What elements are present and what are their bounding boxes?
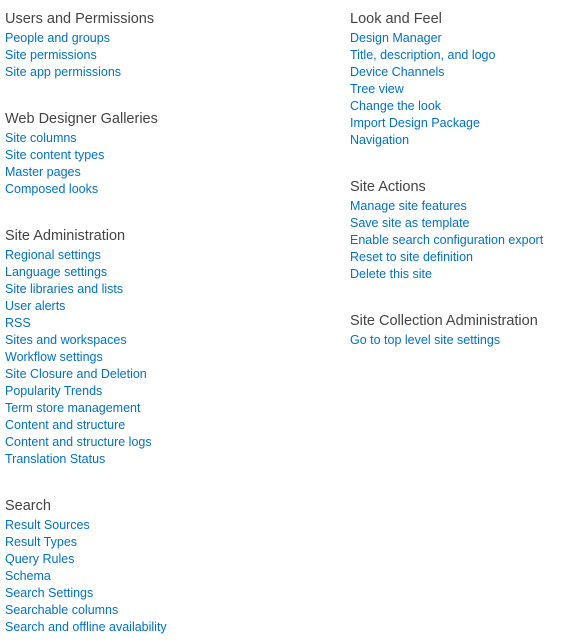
link-user-alerts[interactable]: User alerts [5,299,66,313]
link-result-sources[interactable]: Result Sources [5,518,90,532]
section-title-site-actions: Site Actions [350,179,426,195]
section-spacer [350,282,570,312]
section-site-administration [5,227,335,467]
section-title-site-collection-administration: Site Collection Administration [350,313,538,329]
link-site-closure-and-deletion[interactable]: Site Closure and Deletion [5,367,147,381]
link-change-the-look[interactable]: Change the look [350,99,442,113]
link-list-site-administration [5,246,335,467]
section-web-designer-galleries [5,110,335,197]
link-rss[interactable]: RSS [5,316,31,330]
link-site-columns[interactable]: Site columns [5,131,77,145]
link-search-and-offline-availability[interactable]: Search and offline availability [5,620,167,634]
section-spacer [5,80,335,110]
link-people-and-groups[interactable]: People and groups [5,31,110,45]
section-look-and-feel [350,10,570,148]
section-title-site-administration: Site Administration [5,228,126,244]
link-list-users-and-permissions [5,29,335,80]
link-device-channels[interactable]: Device Channels [350,65,445,79]
link-regional-settings[interactable]: Regional settings [5,248,101,262]
link-master-pages[interactable]: Master pages [5,165,81,179]
section-spacer [5,467,335,497]
link-search-settings[interactable]: Search Settings [5,586,94,600]
link-site-permissions[interactable]: Site permissions [5,48,97,62]
link-save-site-as-template[interactable]: Save site as template [350,216,470,230]
section-site-actions [350,178,570,282]
section-spacer [5,197,335,227]
link-title-description-and-logo[interactable]: Title, description, and logo [350,48,496,62]
section-title-look-and-feel: Look and Feel [350,11,442,27]
link-enable-search-configuration-export[interactable]: Enable search configuration export [350,233,544,247]
right-settings-column [350,10,570,348]
link-result-types[interactable]: Result Types [5,535,78,549]
section-title-web-designer-galleries: Web Designer Galleries [5,111,158,127]
link-delete-this-site[interactable]: Delete this site [350,267,432,281]
link-site-content-types[interactable]: Site content types [5,148,105,162]
link-workflow-settings[interactable]: Workflow settings [5,350,103,364]
link-list-web-designer-galleries [5,129,335,197]
left-settings-column [5,10,335,635]
link-translation-status[interactable]: Translation Status [5,452,106,466]
section-title-users-and-permissions: Users and Permissions [5,11,155,27]
link-list-search [5,516,335,635]
link-tree-view[interactable]: Tree view [350,82,404,96]
link-schema[interactable]: Schema [5,569,51,583]
link-reset-to-site-definition[interactable]: Reset to site definition [350,250,473,264]
link-site-app-permissions[interactable]: Site app permissions [5,65,122,79]
link-list-look-and-feel [350,29,570,148]
link-design-manager[interactable]: Design Manager [350,31,442,45]
link-site-libraries-and-lists[interactable]: Site libraries and lists [5,282,124,296]
link-term-store-management[interactable]: Term store management [5,401,141,415]
section-users-and-permissions [5,10,335,80]
link-list-site-actions [350,197,570,282]
section-spacer [350,148,570,178]
link-manage-site-features[interactable]: Manage site features [350,199,467,213]
link-go-to-top-level-site-settings[interactable]: Go to top level site settings [350,333,501,347]
link-navigation[interactable]: Navigation [350,133,410,147]
link-content-and-structure-logs[interactable]: Content and structure logs [5,435,152,449]
link-composed-looks[interactable]: Composed looks [5,182,99,196]
link-popularity-trends[interactable]: Popularity Trends [5,384,103,398]
section-site-collection-administration [350,312,570,348]
link-language-settings[interactable]: Language settings [5,265,108,279]
link-query-rules[interactable]: Query Rules [5,552,75,566]
link-import-design-package[interactable]: Import Design Package [350,116,480,130]
section-search [5,497,335,635]
link-list-site-collection-administration [350,331,570,348]
section-title-search: Search [5,498,51,514]
link-sites-and-workspaces[interactable]: Sites and workspaces [5,333,127,347]
link-content-and-structure[interactable]: Content and structure [5,418,126,432]
link-searchable-columns[interactable]: Searchable columns [5,603,119,617]
